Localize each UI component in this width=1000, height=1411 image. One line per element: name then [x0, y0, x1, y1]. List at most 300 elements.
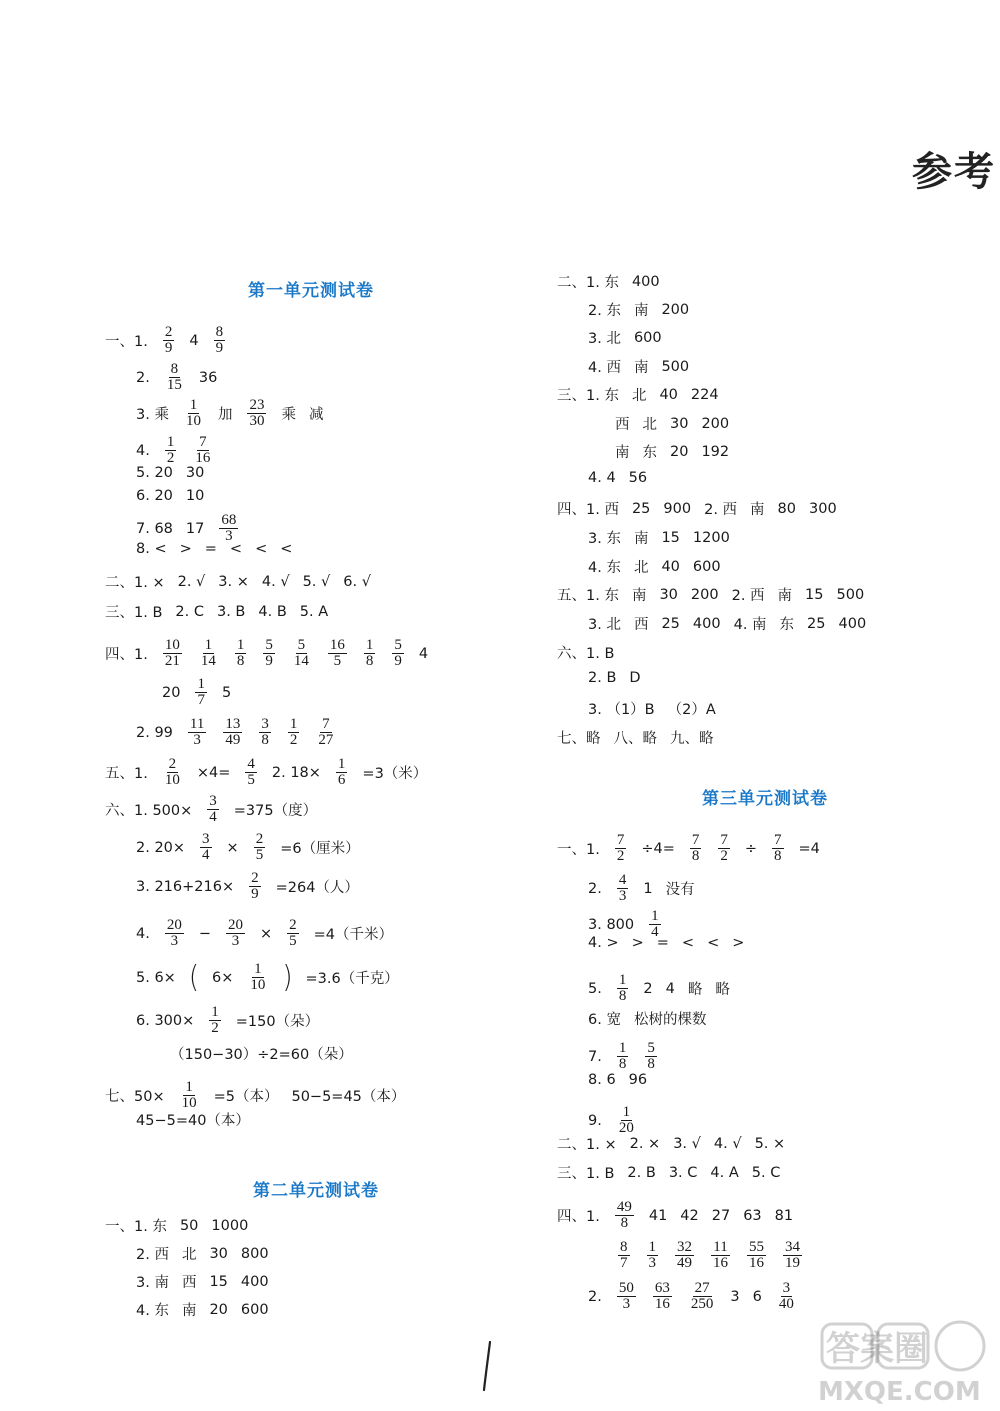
answer-text: =264（人）: [275, 880, 359, 896]
answer-text: 4. √: [261, 573, 290, 590]
answer-text: 27: [711, 1207, 731, 1224]
answer-text: <: [229, 541, 243, 557]
fraction: [772, 833, 784, 864]
fraction-numerator: 1: [254, 961, 262, 977]
answer-text: =: [656, 935, 669, 951]
fraction-numerator: 16: [329, 637, 345, 653]
fraction-denominator: 49: [225, 732, 241, 748]
fraction-numerator: 11: [713, 1239, 728, 1255]
answer-text: 4. 南: [733, 617, 767, 633]
fraction-numerator: 4: [247, 756, 255, 772]
answer-text: 二、1. ×: [105, 575, 165, 591]
fraction-denominator: 3: [618, 888, 627, 904]
fraction: [247, 398, 266, 429]
answer-text: 30: [185, 465, 205, 481]
answer-text: ÷: [744, 840, 758, 857]
answer-line: [136, 832, 360, 863]
answer-text: 松树的棵数: [633, 1012, 707, 1028]
answer-text: =4（千米）: [313, 927, 394, 943]
fraction: [193, 435, 212, 466]
answer-text: =: [204, 541, 217, 557]
answer-text: 5. 20: [136, 465, 173, 481]
answer-line: [136, 513, 240, 544]
fraction: [647, 1240, 659, 1271]
answer-text: 2. B: [627, 1164, 656, 1181]
answer-text: 4. √: [713, 1135, 742, 1152]
fraction-denominator: 10: [185, 413, 201, 429]
answer-text: 三、1. 东: [557, 388, 619, 404]
answer-text: 略: [687, 982, 703, 998]
fraction-denominator: 9: [251, 886, 259, 902]
fraction-denominator: 8: [365, 653, 374, 669]
fraction: [690, 833, 702, 864]
fraction-denominator: 19: [785, 1255, 800, 1271]
fraction-denominator: 9: [164, 340, 173, 356]
answer-line: [588, 1008, 706, 1029]
answer-line: [588, 299, 689, 320]
fraction: [287, 918, 299, 949]
answer-text: 600: [633, 329, 662, 346]
fraction-denominator: 16: [749, 1255, 764, 1271]
fraction: [617, 973, 629, 1004]
page-heading: 参考: [912, 148, 996, 195]
answer-text: 北: [631, 388, 647, 404]
answer-line: [557, 727, 714, 748]
answer-text: 西: [633, 617, 649, 633]
fraction-denominator: 2: [720, 848, 728, 864]
answer-text: 五、1. 东: [557, 588, 619, 604]
answer-line: [588, 670, 641, 686]
answer-text: 25: [807, 615, 826, 632]
fraction-numerator: 50: [618, 1280, 634, 1296]
fraction-numerator: 1: [197, 676, 205, 692]
fraction: [235, 638, 247, 669]
answer-line: [557, 271, 660, 292]
large-parenthesis: (: [188, 960, 199, 995]
answer-text: 50: [179, 1217, 199, 1234]
answer-text: 7. 68: [136, 520, 173, 537]
fraction-denominator: 5: [247, 772, 255, 788]
answer-line: [105, 571, 371, 592]
fraction-denominator: 3: [648, 1255, 656, 1271]
answer-line: [105, 601, 328, 622]
fraction: [617, 1105, 636, 1136]
answer-text: 4. A: [710, 1164, 739, 1181]
answer-text: 4: [418, 645, 429, 662]
answer-text: >: [631, 935, 644, 951]
answer-line: [557, 1133, 785, 1154]
unit1-title: 第一单元测试卷: [248, 281, 374, 301]
answer-text: −: [198, 925, 211, 942]
fraction: [316, 717, 335, 748]
fraction: [248, 962, 267, 993]
fraction-numerator: 34: [785, 1239, 800, 1255]
answer-text: 加: [217, 407, 233, 423]
answer-text: 400: [240, 1273, 269, 1290]
answer-text: 224: [690, 386, 719, 403]
answer-text: D: [629, 670, 641, 686]
fraction: [199, 638, 218, 669]
fraction-denominator: 8: [647, 1056, 655, 1072]
answer-text: ×4=: [196, 764, 231, 781]
answer-line: [588, 873, 695, 904]
fraction-denominator: 16: [654, 1296, 670, 1312]
fraction: [615, 833, 627, 864]
answer-text: ÷4=: [641, 840, 675, 857]
answer-text: 15: [661, 529, 680, 546]
answer-text: 二、1. 东: [557, 275, 619, 291]
answer-text: 西: [615, 417, 630, 433]
answer-text: 2.: [588, 880, 602, 897]
watermark-logo: [812, 1318, 992, 1408]
answer-text: 20: [670, 443, 689, 460]
answer-text: 3. 乘: [136, 407, 169, 423]
answer-text: >: [179, 541, 192, 557]
answer-line: [588, 1072, 647, 1088]
answer-text: 1: [643, 880, 653, 897]
fraction-denominator: 49: [677, 1255, 692, 1271]
fraction-numerator: 11: [189, 716, 205, 732]
answer-text: <: [280, 541, 293, 557]
answer-text: 2: [643, 980, 653, 997]
fraction: [617, 873, 629, 904]
answer-text: 3. 东: [588, 531, 621, 547]
answer-line: [136, 398, 323, 429]
answer-text: 30: [209, 1245, 228, 1262]
answer-line: [136, 465, 204, 481]
answer-line: [105, 325, 227, 356]
fraction-numerator: 3: [209, 793, 217, 809]
answer-text: 北: [633, 560, 649, 576]
answer-text: （150−30）÷2=60（朵）: [170, 1047, 353, 1063]
fraction-denominator: 5: [255, 847, 264, 863]
answer-text: 南: [633, 360, 649, 376]
fraction-denominator: 10: [164, 772, 180, 788]
fraction: [180, 1080, 199, 1111]
fraction-denominator: 4: [202, 847, 210, 863]
answer-line: [136, 1271, 269, 1292]
answer-text: 2. C: [175, 603, 204, 620]
answer-text: <: [707, 935, 720, 951]
answer-text: =3（米）: [362, 766, 428, 782]
unit2-title: 第二单元测试卷: [253, 1181, 379, 1201]
answer-line: [615, 441, 729, 462]
answer-line: [615, 413, 729, 434]
fraction-denominator: 21: [164, 653, 180, 669]
answer-text: 40: [661, 558, 680, 575]
fraction-numerator: 2: [255, 831, 264, 847]
fraction-denominator: 3: [231, 933, 240, 949]
fraction-numerator: 49: [616, 1199, 632, 1215]
fraction-numerator: 8: [620, 1239, 628, 1255]
fraction-denominator: 20: [618, 1120, 634, 1136]
answer-line: [105, 1215, 248, 1236]
answer-text: 4.: [136, 442, 150, 459]
answer-text: 3: [730, 1288, 740, 1305]
answer-text: 200: [661, 301, 690, 318]
fraction: [223, 717, 242, 748]
fraction-denominator: 2: [616, 848, 625, 864]
answer-text: 2. 西: [731, 588, 765, 604]
answer-text: 三、1. B: [557, 1166, 615, 1182]
fraction: [711, 1240, 730, 1271]
fraction: [689, 1281, 716, 1312]
answer-text: 96: [628, 1072, 648, 1088]
answer-text: 4.: [136, 925, 150, 942]
answer-line: [105, 638, 428, 669]
fraction: [200, 832, 212, 863]
answer-text: （2）A: [667, 702, 716, 718]
answer-text: 北: [181, 1247, 197, 1263]
answer-text: 九、略: [670, 731, 714, 747]
fraction-denominator: 4: [209, 809, 217, 825]
fraction: [328, 638, 347, 669]
fraction-denominator: 9: [215, 340, 224, 356]
answer-line: [588, 935, 744, 951]
answer-text: 2. B: [588, 670, 617, 686]
answer-text: 17: [185, 520, 205, 537]
fraction-numerator: 2: [164, 324, 173, 340]
fraction: [163, 325, 175, 356]
answer-line: [588, 327, 662, 348]
fraction-numerator: 20: [166, 917, 182, 933]
answer-line: [136, 962, 399, 993]
answer-text: 40: [659, 386, 678, 403]
fraction-denominator: 10: [250, 977, 266, 993]
fraction-numerator: 23: [249, 397, 265, 413]
answer-text: =150（朵）: [235, 1014, 320, 1030]
fraction-denominator: 9: [265, 653, 273, 669]
answer-text: 2. 西: [136, 1247, 169, 1263]
answer-text: 4. 西: [588, 360, 621, 376]
answer-line: [136, 1005, 319, 1036]
answer-text: 6. 20: [136, 488, 173, 504]
fraction-numerator: 2: [251, 870, 259, 886]
answer-text: 41: [648, 1207, 668, 1224]
fraction: [288, 717, 300, 748]
fraction-numerator: 7: [199, 434, 207, 450]
fraction: [263, 638, 275, 669]
answer-line: [136, 1299, 269, 1320]
fraction-numerator: 5: [265, 637, 273, 653]
fraction: [249, 871, 261, 902]
answer-line: [588, 356, 689, 377]
answer-text: 600: [692, 558, 721, 575]
answer-text: 2.: [136, 369, 150, 386]
fraction-numerator: 1: [189, 397, 198, 413]
answer-text: 192: [701, 443, 730, 460]
answer-text: 900: [663, 500, 692, 517]
answer-text: 4. >: [588, 935, 619, 951]
answer-text: 2. 99: [136, 724, 173, 741]
answer-text: 200: [701, 415, 730, 432]
answer-text: 56: [628, 470, 648, 486]
answer-text: 2. 20×: [136, 839, 186, 856]
answer-text: 南: [750, 502, 765, 518]
answer-text: 3. B: [216, 603, 246, 620]
answer-text: 5: [221, 684, 232, 701]
fraction: [165, 435, 177, 466]
answer-text: 4. 东: [588, 560, 621, 576]
fraction-numerator: 1: [618, 972, 627, 988]
answer-text: 南: [615, 445, 630, 461]
answer-line: [588, 1105, 638, 1136]
answer-line: [557, 498, 837, 519]
fraction-numerator: 1: [618, 1040, 627, 1056]
answer-text: ×: [260, 925, 273, 942]
answer-text: 80: [777, 500, 796, 517]
answer-line: [557, 1162, 780, 1183]
fraction-denominator: 2: [211, 1020, 219, 1036]
answer-text: 7.: [588, 1048, 602, 1065]
answer-text: 4: [665, 980, 675, 997]
fraction-denominator: 8: [261, 732, 269, 748]
answer-text: 400: [838, 615, 867, 632]
fraction-numerator: 1: [651, 908, 659, 924]
answer-text: 5. C: [751, 1164, 781, 1181]
fraction-numerator: 20: [228, 917, 243, 933]
fraction-denominator: 4: [651, 924, 659, 940]
answer-text: 9.: [588, 1112, 602, 1129]
answer-text: =6（厘米）: [280, 841, 360, 857]
answer-text: 1000: [211, 1217, 249, 1234]
answer-text: 6. √: [343, 573, 371, 590]
answer-text: 6: [752, 1288, 762, 1305]
answer-line: [136, 918, 393, 949]
answer-text: =375（度）: [233, 803, 318, 819]
answer-text: 3. √: [673, 1135, 701, 1152]
answer-text: 八、略: [613, 731, 657, 747]
fraction: [292, 638, 311, 669]
fraction-numerator: 1: [337, 756, 346, 772]
fraction: [188, 717, 206, 748]
answer-line: [136, 362, 217, 393]
answer-text: 略: [715, 982, 730, 998]
fraction-numerator: 3: [261, 716, 269, 732]
svg-text:答案圈: 答案圈: [826, 1329, 928, 1369]
fraction-denominator: 5: [333, 653, 342, 669]
answer-text: <: [681, 935, 695, 951]
fraction-denominator: 10: [181, 1095, 197, 1111]
fraction-denominator: 40: [778, 1296, 794, 1312]
answer-text: 四、1.: [557, 1209, 600, 1225]
answer-text: 3. ×: [218, 573, 249, 590]
fraction: [245, 757, 257, 788]
answer-text: 10: [185, 488, 205, 504]
answer-text: 5. ×: [754, 1135, 786, 1152]
answer-text: 4. 4: [588, 470, 616, 486]
answer-text: 一、1.: [557, 842, 600, 858]
answer-text: 500: [836, 586, 865, 603]
fraction-numerator: 3: [202, 831, 210, 847]
fraction: [163, 638, 182, 669]
answer-text: 没有: [665, 882, 695, 898]
answer-line: [588, 698, 716, 719]
answer-text: 4. 东: [136, 1303, 169, 1319]
fraction-numerator: 1: [648, 1239, 656, 1255]
fraction: [165, 362, 184, 393]
answer-text: 30: [670, 415, 689, 432]
answer-text: 25: [661, 615, 680, 632]
answer-text: 东: [779, 617, 795, 633]
answer-text: 20: [162, 684, 181, 701]
fraction-numerator: 68: [221, 512, 237, 528]
answer-line: [136, 1109, 250, 1130]
fraction-denominator: 16: [713, 1255, 728, 1271]
answer-line: [557, 1200, 793, 1231]
answer-text: 20: [209, 1301, 228, 1318]
fraction-denominator: 3: [170, 933, 179, 949]
fraction: [226, 918, 245, 949]
answer-text: 3. （1）B: [588, 702, 655, 718]
answer-text: 800: [240, 1245, 269, 1262]
fraction: [718, 833, 730, 864]
fraction-numerator: 1: [204, 637, 213, 653]
fraction-denominator: 250: [690, 1296, 714, 1312]
answer-line: [136, 1243, 269, 1264]
answer-line: [136, 541, 292, 557]
answer-text: 400: [692, 615, 721, 632]
answer-text: 50−5=45（本）: [291, 1089, 406, 1105]
fraction-denominator: 8: [620, 1215, 629, 1231]
fraction-numerator: 1: [211, 1004, 219, 1020]
fraction-denominator: 14: [293, 653, 309, 669]
answer-text: 8. <: [136, 541, 167, 557]
answer-line: [105, 757, 427, 788]
answer-text: 4. B: [258, 603, 287, 620]
fraction: [783, 1240, 802, 1271]
fraction: [617, 1281, 636, 1312]
fraction-numerator: 5: [297, 637, 306, 653]
fraction-numerator: 7: [691, 832, 700, 848]
answer-text: 5. A: [299, 603, 329, 620]
fraction-numerator: 7: [616, 832, 625, 848]
fraction: [254, 832, 266, 863]
answer-text: 3. 216+216×: [136, 878, 235, 895]
answer-text: 63: [743, 1207, 762, 1224]
fraction-denominator: 6: [337, 772, 346, 788]
fraction: [195, 677, 207, 708]
answer-text: 6. 宽: [588, 1012, 621, 1028]
answer-line: [588, 470, 647, 486]
answer-line: [136, 435, 214, 466]
answer-text: 北: [642, 417, 657, 433]
answer-text: 南: [181, 1303, 197, 1319]
fraction-numerator: 1: [289, 716, 298, 732]
fraction-numerator: 8: [170, 361, 179, 377]
fraction-numerator: 1: [185, 1079, 193, 1095]
fraction-numerator: 3: [782, 1280, 791, 1296]
fraction: [207, 794, 219, 825]
fraction: [645, 1041, 657, 1072]
fraction-denominator: 7: [197, 692, 205, 708]
fraction-denominator: 14: [200, 653, 216, 669]
fraction: [184, 398, 203, 429]
answer-text: 25: [631, 500, 651, 517]
fraction-numerator: 1: [166, 434, 175, 450]
answer-text: 500: [661, 358, 690, 375]
fraction-numerator: 8: [215, 324, 224, 340]
fraction-numerator: 63: [654, 1280, 670, 1296]
fraction-numerator: 13: [225, 716, 241, 732]
fraction: [618, 1240, 630, 1271]
answer-text: 七、略: [557, 731, 601, 747]
answer-line: [136, 717, 337, 748]
answer-line: [588, 527, 730, 548]
fraction-denominator: 8: [618, 1056, 627, 1072]
fraction-numerator: 27: [694, 1280, 710, 1296]
answer-text: 81: [774, 1207, 794, 1224]
